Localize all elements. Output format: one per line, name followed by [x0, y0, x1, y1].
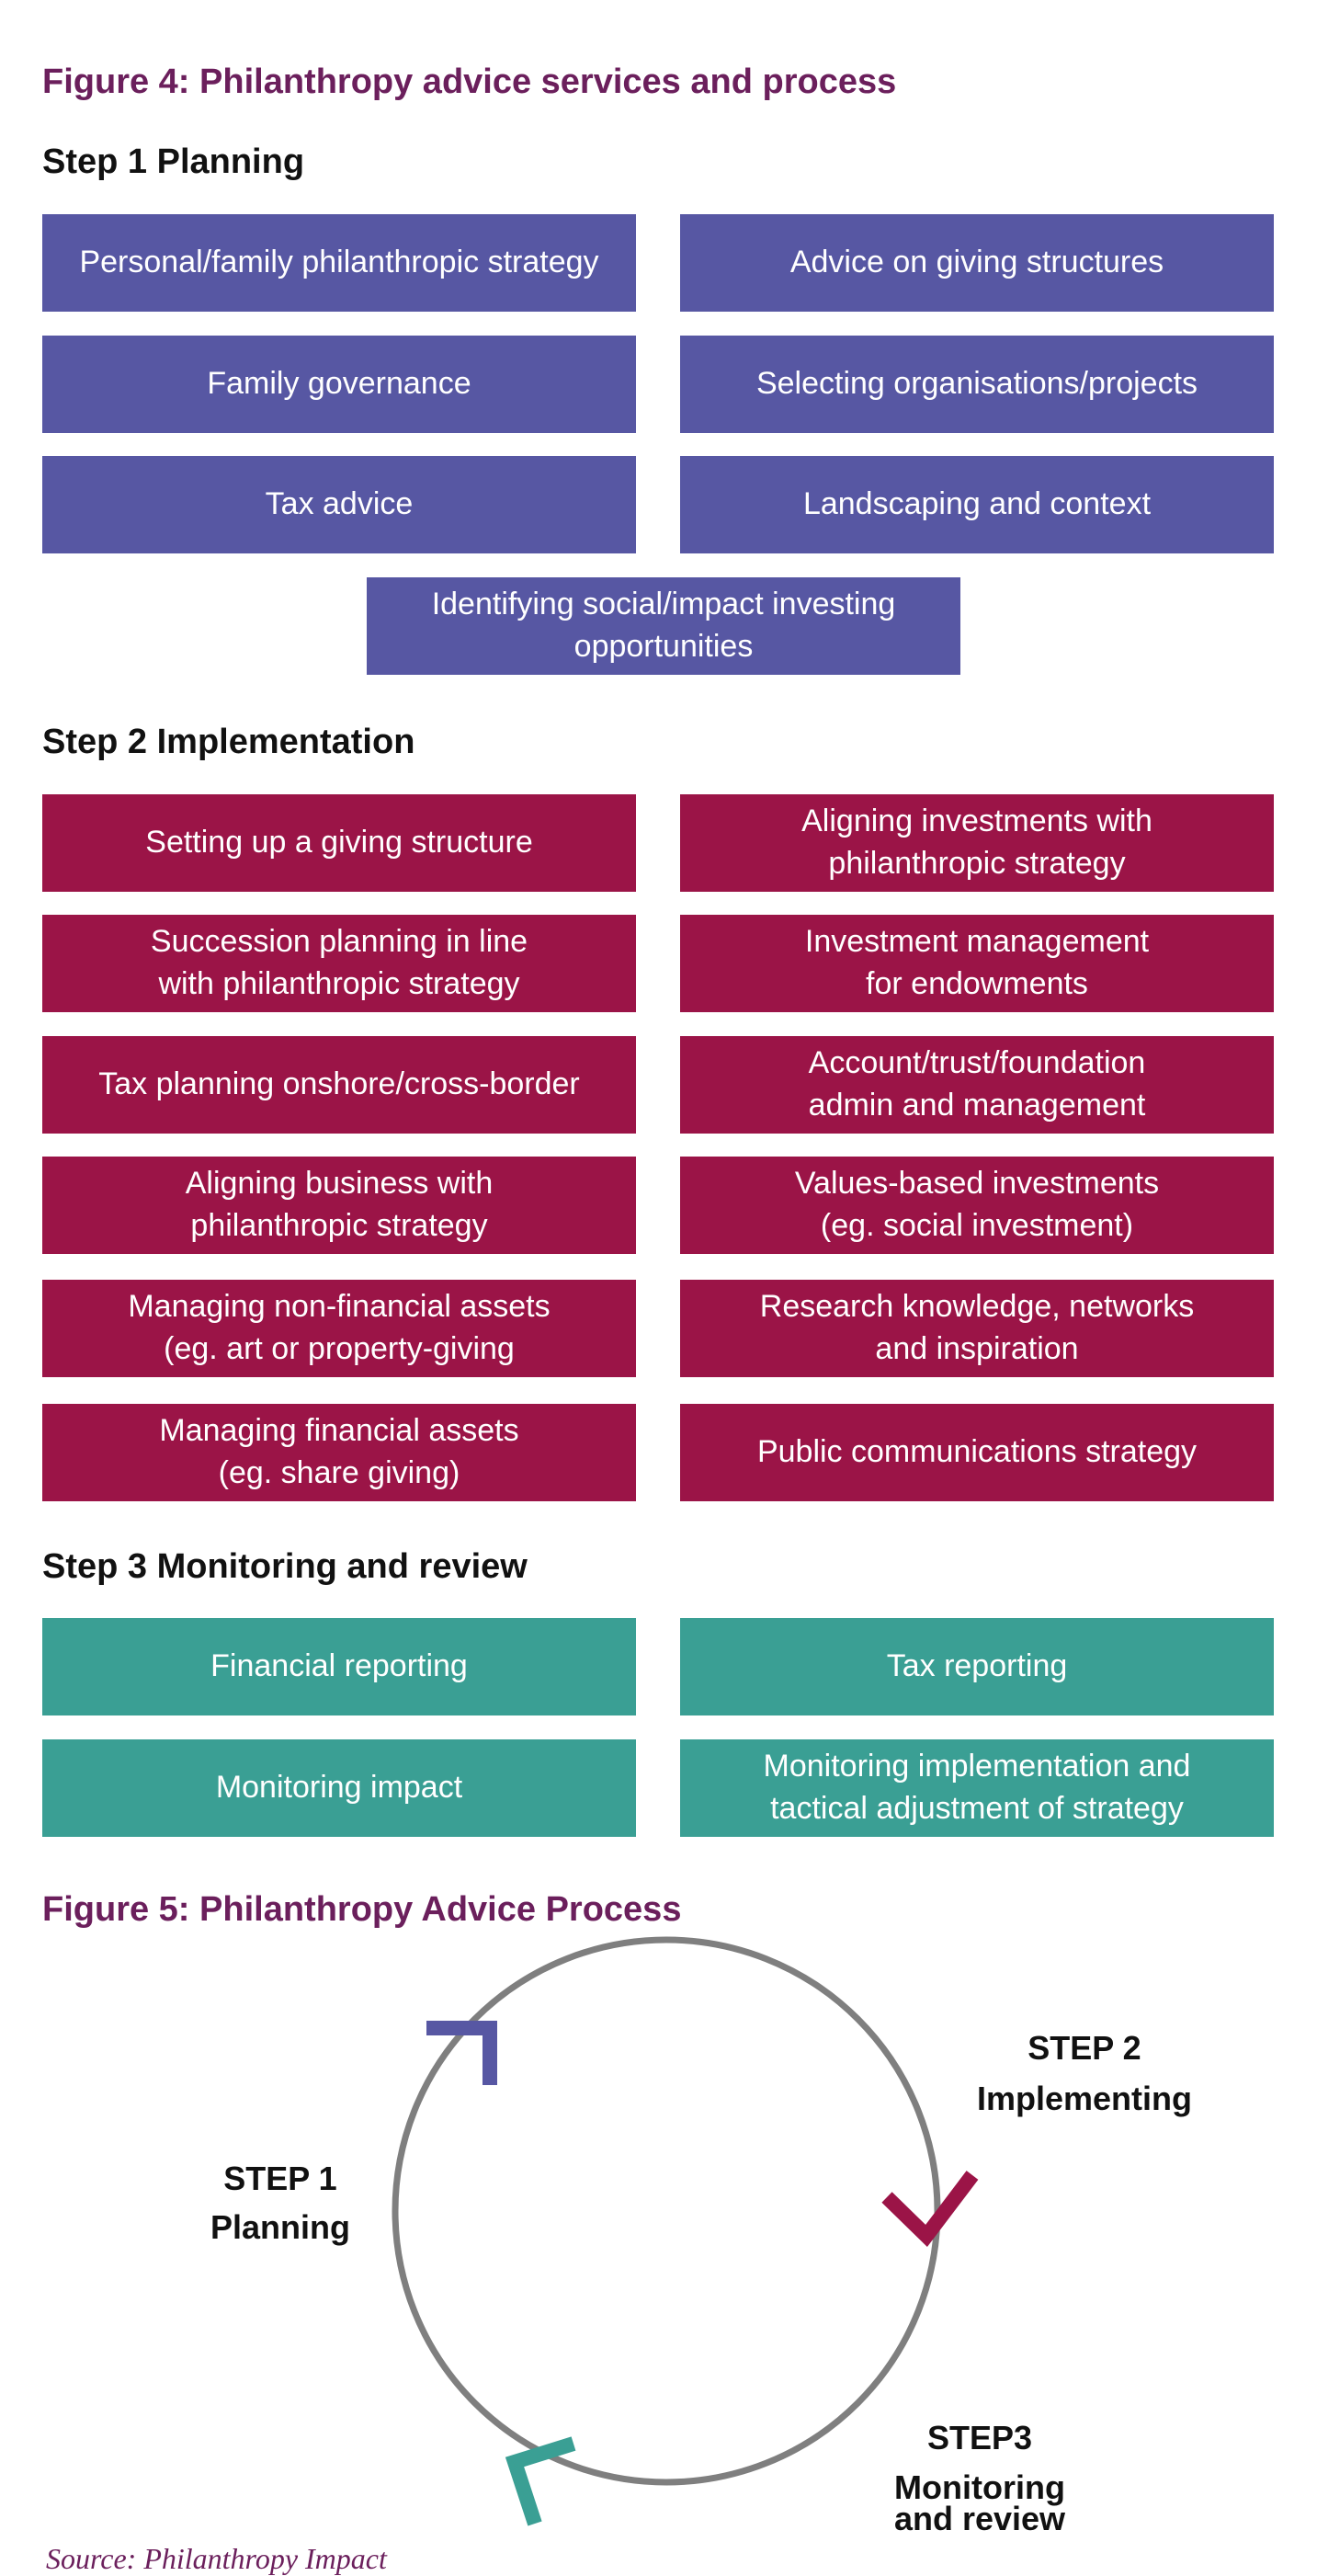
- step-3-label: Monitoring: [894, 2468, 1065, 2506]
- step-1-label: Planning: [210, 2208, 350, 2246]
- step-1-label: STEP 1: [223, 2160, 337, 2197]
- step-2-label: Implementing: [976, 2080, 1193, 2117]
- monitoring-box: Financial reporting: [42, 1618, 636, 1715]
- step-3-label: and review: [893, 2500, 1066, 2537]
- step-3-arrow-icon: [515, 2444, 573, 2524]
- implementation-box: Managing non-financial assets (eg. art or property-giving: [42, 1280, 636, 1377]
- monitoring-box: Monitoring impact: [42, 1739, 636, 1837]
- implementation-box: Public communications strategy: [680, 1404, 1274, 1501]
- implementation-box: Research knowledge, networks and inspiration: [680, 1280, 1274, 1377]
- planning-box: Personal/family philanthropic strategy: [42, 214, 636, 312]
- step-2-arrow-icon: [887, 2175, 972, 2236]
- planning-box: Selecting organisations/projects: [680, 336, 1274, 433]
- implementation-box: Aligning investments with philanthropic strategy: [680, 794, 1274, 892]
- implementation-box: Setting up a giving structure: [42, 794, 636, 892]
- implementation-box: Aligning business with philanthropic strategy: [42, 1157, 636, 1254]
- implementation-box: Succession planning in line with philanthropic strategy: [42, 915, 636, 1012]
- planning-box: Identifying social/impact investing opportunities: [367, 577, 960, 675]
- implementation-box: Tax planning onshore/cross-border: [42, 1036, 636, 1134]
- step-2-label: STEP 2: [1027, 2029, 1141, 2067]
- implementation-box: Values-based investments (eg. social investment): [680, 1157, 1274, 1254]
- step-2-heading: Step 2 Implementation: [42, 723, 415, 761]
- planning-box: Tax advice: [42, 456, 636, 553]
- implementation-box: Managing financial assets (eg. share giving): [42, 1404, 636, 1501]
- figure-4-title: Figure 4: Philanthropy advice services and process: [42, 63, 897, 101]
- monitoring-box: Tax reporting: [680, 1618, 1274, 1715]
- step-3-label: STEP3: [926, 2419, 1033, 2456]
- process-cycle-diagram: [0, 1931, 1317, 2537]
- planning-box: Landscaping and context: [680, 456, 1274, 553]
- planning-box: Family governance: [42, 336, 636, 433]
- step-3-heading: Step 3 Monitoring and review: [42, 1547, 528, 1586]
- implementation-box: Account/trust/foundation admin and management: [680, 1036, 1274, 1134]
- figure-5-title: Figure 5: Philanthropy Advice Process: [42, 1890, 682, 1929]
- implementation-box: Investment management for endowments: [680, 915, 1274, 1012]
- source-note: Source: Philanthropy Impact: [46, 2542, 387, 2575]
- planning-box: Advice on giving structures: [680, 214, 1274, 312]
- step-1-heading: Step 1 Planning: [42, 142, 305, 181]
- monitoring-box: Monitoring implementation and tactical adjustment of strategy: [680, 1739, 1274, 1837]
